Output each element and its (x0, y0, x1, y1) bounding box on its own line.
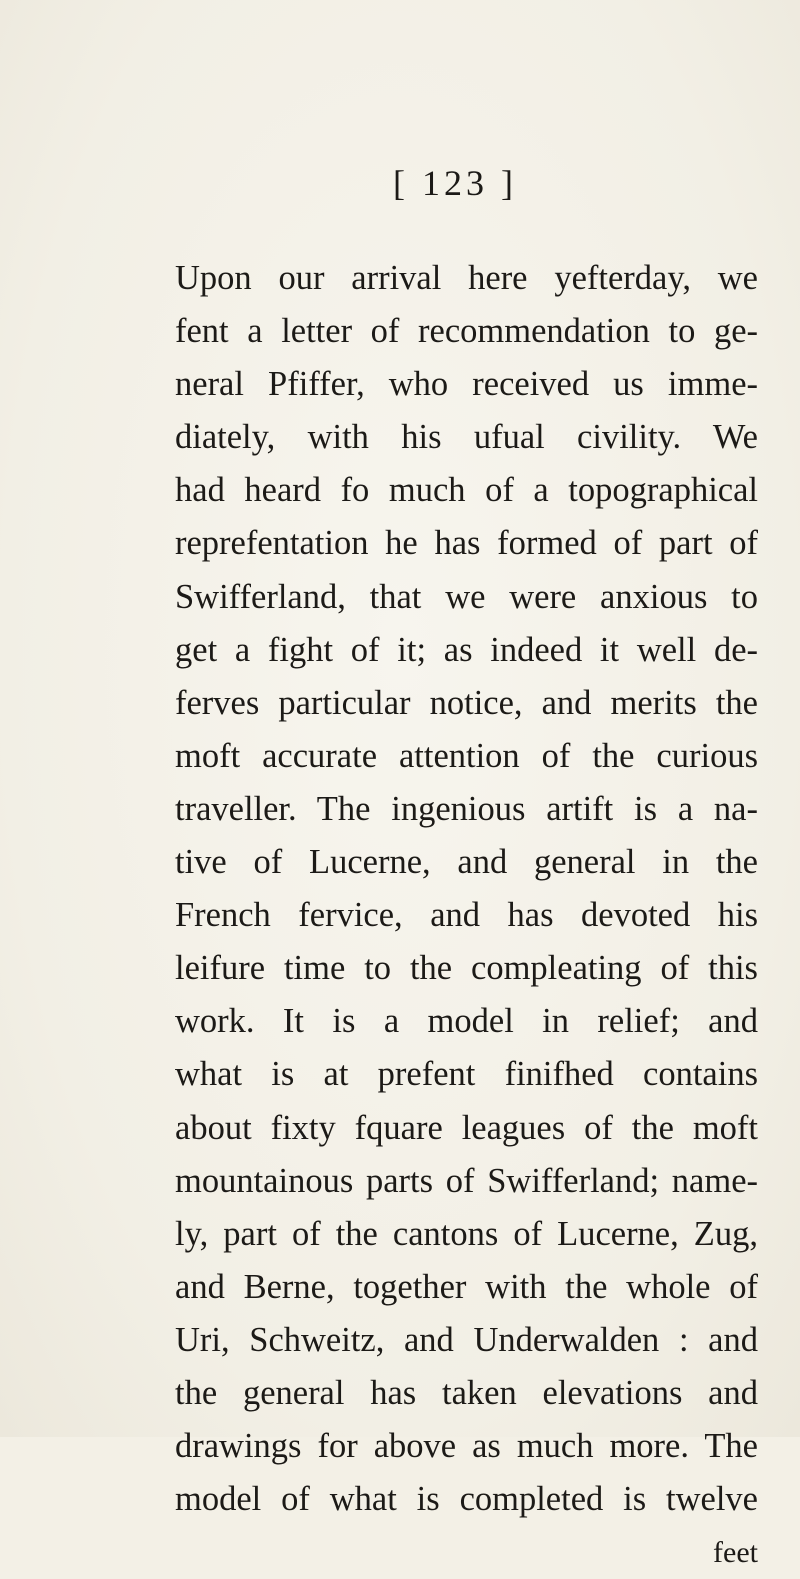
text-line: ly, part of the cantons of Lucerne, Zug, (175, 1214, 758, 1253)
text-line: traveller. The ingenious artift is a na- (175, 789, 758, 828)
catchword: feet (713, 1536, 758, 1570)
text-line: get a fight of it; as indeed it well de- (175, 630, 758, 669)
text-line: tive of Lucerne, and general in the (175, 843, 758, 882)
text-line: fent a letter of recommendation to ge- (175, 312, 758, 351)
text-line: work. It is a model in relief; and (175, 1002, 758, 1041)
text-line: neral Pfiffer, who received us imme- (175, 365, 758, 404)
text-line: about fixty fquare leagues of the moft (175, 1108, 758, 1147)
text-line: ferves particular notice, and merits the (175, 683, 758, 722)
page-number: [ 123 ] (393, 163, 517, 203)
text-line: French fervice, and has devoted his (175, 896, 758, 935)
text-line: what is at prefent finifhed contains (175, 1055, 758, 1094)
text-line: drawings for above as much more. The (175, 1427, 758, 1466)
text-line: moft accurate attention of the curious (175, 736, 758, 775)
text-line: model of what is completed is twelve (175, 1480, 758, 1519)
text-line: mountainous parts of Swifferland; name- (175, 1161, 758, 1200)
text-line: Swifferland, that we were anxious to (175, 577, 758, 616)
page-header (0, 162, 800, 204)
text-line: Upon our arrival here yefterday, we (175, 259, 758, 297)
body-text (175, 252, 795, 1579)
text-line: the general has taken elevations and (175, 1373, 758, 1412)
text-line: Uri, Schweitz, and Underwalden : and (175, 1320, 758, 1359)
text-line: and Berne, together with the whole of (175, 1267, 758, 1306)
text-line: diately, with his ufual civility. We (175, 418, 758, 457)
text-line: had heard fo much of a topographical (175, 471, 758, 510)
text-line: reprefentation he has formed of part of (175, 524, 758, 563)
text-line: leifure time to the compleating of this (175, 949, 758, 988)
